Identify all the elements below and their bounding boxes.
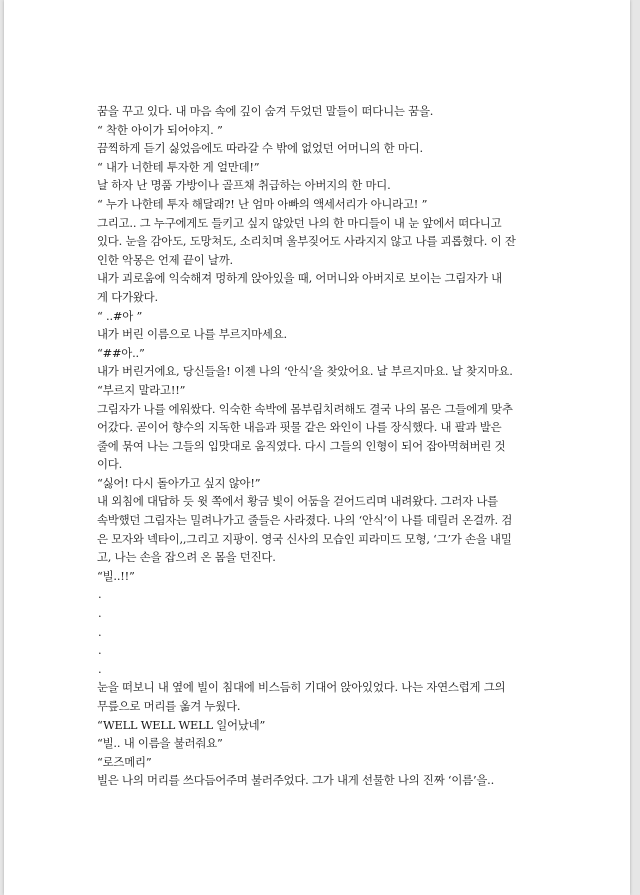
text-line: 빌은 나의 머리를 쓰다듬어주며 불러주었다. 그가 내게 선물한 나의 진짜 ‘이름’을.. <box>97 773 495 788</box>
text-line: “##아..” <box>97 345 145 360</box>
text-line: “ 내가 너한테 투자한 게 얼만데!” <box>97 159 260 174</box>
text-line: 이다. <box>97 457 123 472</box>
text-line: 어갔다. 곧이어 향수의 지독한 내음과 핏물 같은 와인이 나를 장식했다. 내 팔과 발은 <box>97 420 502 435</box>
text-line: 줄에 묶여 나는 그들의 입맛대로 움직였다. 다시 그들의 인형이 되어 잡아먹혀버린 것 <box>97 438 506 453</box>
text-line: “ ..#아 ” <box>97 308 143 323</box>
text-line: “빌..!!” <box>97 568 135 583</box>
text-line: “빌.. 내 이름을 불러줘요” <box>97 736 223 751</box>
text-line: 인한 악몽은 언제 끝이 날까. <box>97 252 233 267</box>
text-line: 내가 괴로움에 익숙해져 멍하게 앉아있을 때, 어머니와 아버지로 보이는 그림자가 내 <box>97 271 502 286</box>
text-line: “ 착한 아이가 되어야지. ” <box>97 122 223 137</box>
text-line: “WELL WELL WELL 일어났네” <box>97 717 266 732</box>
text-line: 무릎으로 머리를 옮겨 누웠다. <box>97 699 241 713</box>
text-line: 게 다가왔다. <box>97 289 158 304</box>
text-line: 꿈을 꾸고 있다. 내 마음 속에 깊이 숨겨 두었던 말들이 떠다니는 꿈을. <box>97 104 434 118</box>
text-line: “ 누가 나한테 투자 해달래?! 난 엄마 아빠의 액세서리가 아니라고! ” <box>97 196 428 211</box>
body-text <box>97 102 552 790</box>
text-line: “로즈메리” <box>97 754 152 769</box>
text-line: “싫어! 다시 돌아가고 싶지 않아!” <box>97 475 261 490</box>
text-line: 은 모자와 넥타이,,그리고 지팡이. 영국 신사의 모습인 피라미드 모형, ‘그’가 손을 내밀 <box>97 531 512 546</box>
text-line: 속박했던 그림자는 밀려나가고 줄들은 사라졌다. 나의 ‘안식’이 나를 데릴러 온걸까. 검 <box>97 513 513 528</box>
text-line: 눈을 떠보니 내 옆에 빌이 침대에 비스듬히 기대어 앉아있었다. 나는 자연스럽게 그의 <box>97 680 506 695</box>
text-line: 있다. 눈을 감아도, 도망쳐도, 소리치며 울부짖어도 사라지지 않고 나를 괴롭혔다. 이 잔 <box>97 234 516 249</box>
ellipsis-dot-line: . <box>98 624 102 639</box>
text-line: 끔찍하게 듣기 싫었음에도 따라갈 수 밖에 없었던 어머니의 한 마디. <box>97 141 423 156</box>
text-line: “부르지 말라고!!” <box>97 382 186 397</box>
text-line: 내가 버린거에요, 당신들을! 이젠 나의 ‘안식’을 찾았어요. 날 부르지마요. 날 찾지마요. <box>97 364 513 379</box>
text-line: 고, 나는 손을 잡으려 온 몸을 던진다. <box>97 550 276 565</box>
text-line: 날 하자 난 명품 가방이나 골프채 취급하는 아버지의 한 마디. <box>97 178 391 193</box>
document-page <box>4 0 630 895</box>
ellipsis-dot-line: . <box>98 643 102 658</box>
text-line: 내 외침에 대답하 듯 윗 쪽에서 황금 빛이 어둠을 걷어드리며 내려왔다. 그러자 나를 <box>97 494 498 509</box>
text-line: 그리고.. 그 누구에게도 들키고 싶지 않았던 나의 한 마디들이 내 눈 앞에서 떠다니고 <box>97 215 502 230</box>
ellipsis-dot-line: . <box>98 661 102 676</box>
ellipsis-dot-line: . <box>98 606 102 621</box>
text-line: 그림자가 나를 에워쌌다. 익숙한 속박에 몸부림치려해도 결국 나의 몸은 그들에게 맞추 <box>97 401 513 416</box>
ellipsis-dot-line: . <box>98 587 102 602</box>
text-line: 내가 버린 이름으로 나를 부르지마세요. <box>97 327 287 342</box>
